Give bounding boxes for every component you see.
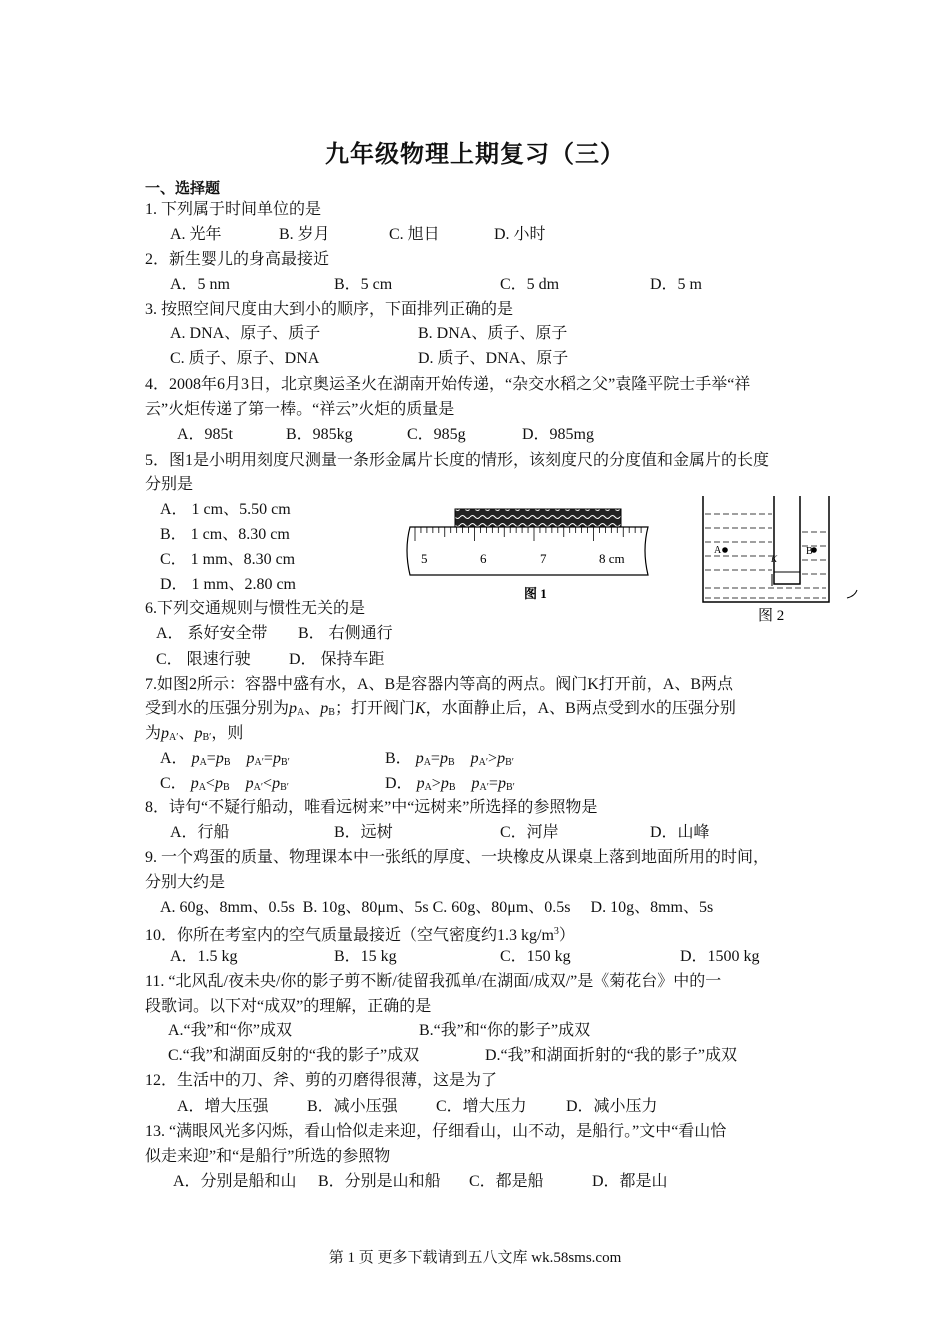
opt-label: C．: [160, 775, 187, 792]
ruler-label-7: 7: [540, 551, 547, 566]
var-p: p: [497, 750, 506, 767]
q1-option-b: B. 岁月: [279, 226, 330, 243]
var-p: p: [161, 725, 170, 742]
q10-option-a: A．1.5 kg: [170, 948, 238, 965]
q7-text: ，水面静止后，A、B两点受到水的压强分别: [425, 700, 736, 717]
q3-stem: 3. 按照空间尺度由大到小的顺序，下面排列正确的是: [145, 301, 514, 318]
var-p: p: [272, 775, 281, 792]
q13-option-b: B．分别是山和船: [318, 1173, 441, 1190]
q13-stem-line1: 13. “满眼风光多闪烁，看山恰似走来迎，仔细看山，山不动，是船行。”文中“看山恰: [145, 1123, 727, 1140]
q3-option-b: B. DNA、质子、原子: [418, 325, 568, 342]
op: >: [431, 775, 441, 792]
var-k: K: [414, 700, 426, 717]
q4-option-c: C．985g: [407, 426, 466, 443]
q13-option-a: A．分别是船和山: [173, 1173, 297, 1190]
figure-2-caption: 图 2: [758, 608, 785, 624]
sub: B: [448, 782, 456, 793]
sub: A′: [478, 757, 489, 768]
opt-label: A．: [160, 750, 188, 767]
q4-option-d: D．985mg: [522, 426, 595, 443]
q9-stem-line2: 分别大约是: [145, 874, 226, 891]
metal-strip: [455, 509, 621, 527]
superscript: 3: [553, 926, 559, 937]
q10-text: 10．你所在考室内的空气质量最接近（空气密度约1.3 kg/m: [145, 927, 554, 944]
q10-stem: [145, 921, 575, 947]
q5-option-a: A． 1 cm、5.50 cm: [160, 501, 291, 518]
q7-option-c: [160, 773, 289, 799]
q7-text: 为: [145, 725, 162, 742]
q2-option-a: A．5 nm: [170, 276, 231, 293]
var-p: p: [289, 700, 298, 717]
q11-option-c: C.“我”和湖面反射的“我的影子”成双: [168, 1047, 420, 1064]
q7-option-a: [160, 748, 290, 774]
q4-stem-line1: 4．2008年6月3日，北京奥运圣火在湖南开始传递，“杂交水稻之父”袁隆平院士手举“祥: [145, 376, 751, 393]
opt-label: D．: [385, 775, 413, 792]
page-footer: 第 1 页 更多下载请到五八文库 wk.58sms.com: [328, 1250, 622, 1266]
sub: B′: [505, 782, 515, 793]
q9-stem-line1: 9. 一个鸡蛋的质量、物理课本中一张纸的厚度、一块橡皮从课桌上落到地面所用的时间，: [145, 849, 770, 866]
valve-k-label: K: [771, 554, 778, 564]
var-p: p: [191, 750, 200, 767]
q9-options: A. 60g、8mm、0.5s B. 10g、80μm、5s C. 60g、80μm、0.5s D. 10g、8mm、5s: [160, 899, 714, 916]
q7-text: 受到水的压强分别为: [145, 700, 290, 717]
q5-stem-line2: 分别是: [145, 476, 194, 493]
sub: B′: [505, 757, 514, 768]
q1-stem: 1. 下列属于时间单位的是: [145, 201, 322, 218]
q5-option-b: B． 1 cm、8.30 cm: [160, 526, 290, 543]
figure-1-caption: 图 1: [524, 586, 547, 601]
container-inner-wall: [774, 496, 800, 584]
q10-option-c: C．150 kg: [500, 948, 571, 965]
ruler-label-6: 6: [480, 551, 487, 566]
q5-stem-line1: 5．图1是小明用刻度尺测量一条形金属片长度的情形，该刻度尺的分度值和金属片的长度: [145, 452, 770, 469]
q8-option-d: D．山峰: [650, 824, 710, 841]
sub: B: [447, 757, 455, 768]
sub: A: [198, 782, 206, 793]
q11-option-a: A.“我”和“你”成双: [168, 1022, 292, 1039]
point-a-label: A: [714, 545, 722, 556]
page-title: 九年级物理上期复习（三）: [325, 140, 625, 168]
q4-stem-line2: 云”火炬传递了第一棒。“祥云”火炬的质量是: [145, 401, 455, 418]
q12-stem: 12．生活中的刀、斧、剪的刃磨得很薄，这是为了: [145, 1072, 498, 1089]
q12-option-c: C．增大压力: [436, 1098, 527, 1115]
var-p: p: [416, 775, 425, 792]
q11-stem-line1: 11. “北风乱/夜未央/你的影子剪不断/徒留我孤单/在湖面/成双/”是《菊花台》中的一: [145, 973, 722, 990]
q7-text: ，则: [211, 725, 244, 742]
var-p: p: [440, 775, 449, 792]
q2-stem: 2．新生婴儿的身高最接近: [145, 251, 330, 268]
q1-option-c: C. 旭日: [389, 226, 440, 243]
sub: B′: [280, 757, 290, 768]
q1-option-d: D. 小时: [494, 226, 546, 243]
figure-2-container-diagram: [700, 492, 865, 628]
opt-label: B．: [385, 750, 412, 767]
var-p: p: [190, 775, 199, 792]
q10-option-d: D．1500 kg: [680, 948, 760, 965]
q7-text: ；打开阀门: [334, 700, 415, 717]
ruler-label-5: 5: [421, 551, 428, 566]
q3-option-a: A. DNA、原子、质子: [170, 325, 321, 342]
q6-option-c: C． 限速行驶: [156, 651, 251, 668]
op: <: [263, 775, 273, 792]
q5-option-c: C． 1 mm、8.30 cm: [160, 551, 296, 568]
var-p: p: [470, 750, 479, 767]
sub-b-prime: B′: [202, 732, 212, 743]
point-a-dot: [722, 547, 728, 553]
op: =: [488, 775, 498, 792]
q8-option-c: C．河岸: [500, 824, 559, 841]
q1-option-a: A. 光年: [170, 226, 222, 243]
sub: A: [424, 782, 432, 793]
q7-option-d: [385, 773, 515, 799]
sub: A: [423, 757, 431, 768]
q5-option-d: D． 1 mm、2.80 cm: [160, 576, 296, 593]
ruler-label-8cm: 8 cm: [599, 551, 625, 566]
var-p: p: [471, 775, 480, 792]
q6-option-a: A． 系好安全带: [156, 625, 268, 642]
q4-option-b: B．985kg: [286, 426, 353, 443]
stray-mark: [847, 590, 857, 598]
op: =: [430, 750, 440, 767]
q10-text: ）: [558, 927, 575, 944]
sub-b: B: [328, 707, 335, 718]
op: =: [263, 750, 273, 767]
var-p: p: [497, 775, 506, 792]
q10-option-b: B．15 kg: [334, 948, 397, 965]
q8-option-b: B．远树: [334, 824, 393, 841]
q2-option-d: D．5 m: [650, 276, 703, 293]
q7-stem-line1: 7.如图2所示：容器中盛有水，A、B是容器内等高的两点。阀门K打开前，A、B两点: [145, 676, 734, 693]
sub: A′: [254, 757, 264, 768]
section-heading: 一、选择题: [145, 179, 221, 197]
op: <: [205, 775, 215, 792]
var-p: p: [320, 700, 329, 717]
q3-option-c: C. 质子、原子、DNA: [170, 350, 320, 367]
q6-option-d: D． 保持车距: [289, 651, 385, 668]
q11-option-d: D.“我”和湖面折射的“我的影子”成双: [485, 1047, 737, 1064]
sep: 、: [178, 725, 195, 742]
q4-option-a: A．985t: [177, 426, 234, 443]
var-p: p: [194, 725, 203, 742]
q13-option-c: C．都是船: [469, 1173, 544, 1190]
var-p: p: [214, 775, 223, 792]
q6-stem: 6.下列交通规则与惯性无关的是: [145, 600, 366, 617]
q12-option-d: D．减小压力: [566, 1098, 658, 1115]
sub: B′: [280, 782, 289, 793]
var-p: p: [215, 750, 224, 767]
sub: A′: [253, 782, 264, 793]
q8-option-a: A．行船: [170, 824, 230, 841]
sub-a: A: [297, 707, 305, 718]
op: >: [488, 750, 498, 767]
q3-option-d: D. 质子、DNA、原子: [418, 350, 569, 367]
q11-stem-line2: 段歌词。以下对“成双”的理解，正确的是: [145, 998, 432, 1015]
q8-stem: 8．诗句“不疑行船动，唯看远树来”中“远树来”所选择的参照物是: [145, 799, 598, 816]
sub: A′: [479, 782, 489, 793]
var-p: p: [245, 775, 254, 792]
q2-option-c: C．5 dm: [500, 276, 560, 293]
q12-option-a: A．增大压强: [177, 1098, 269, 1115]
sub-a-prime: A′: [169, 732, 179, 743]
figure-1-ruler-diagram: [400, 505, 660, 605]
point-b-label: B: [806, 546, 813, 557]
q11-option-b: B.“我”和“你的影子”成双: [419, 1022, 591, 1039]
q7-stem-line3: [145, 723, 243, 749]
q12-option-b: B．减小压强: [307, 1098, 398, 1115]
var-p: p: [246, 750, 255, 767]
q6-option-b: B． 右侧通行: [298, 625, 393, 642]
var-p: p: [415, 750, 424, 767]
var-p: p: [272, 750, 281, 767]
sub: A: [199, 757, 207, 768]
sub: B: [222, 782, 230, 793]
q13-option-d: D．都是山: [592, 1173, 668, 1190]
q13-stem-line2: 似走来迎”和“是船行”所选的参照物: [145, 1148, 391, 1165]
q7-stem-line2: [145, 698, 736, 724]
sub: B: [223, 757, 231, 768]
var-p: p: [439, 750, 448, 767]
sep: 、: [304, 700, 321, 717]
q2-option-b: B．5 cm: [334, 276, 393, 293]
q7-option-b: [385, 748, 514, 774]
op: =: [206, 750, 216, 767]
